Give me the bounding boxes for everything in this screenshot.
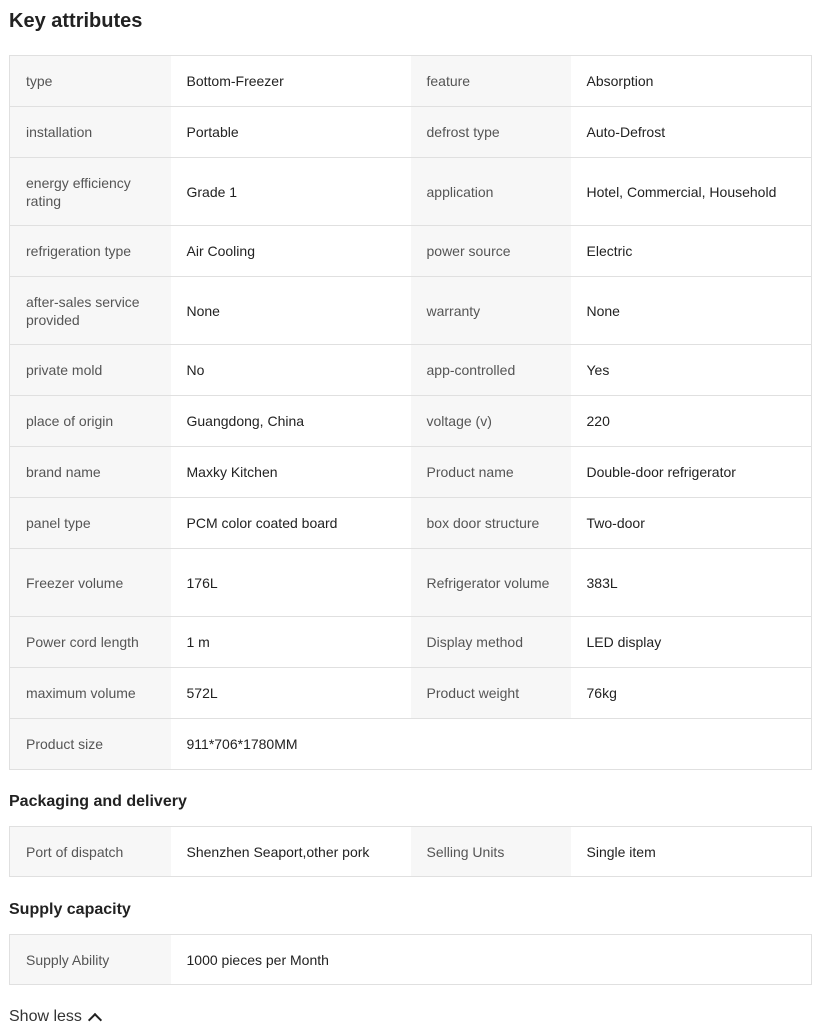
- attribute-value: Shenzhen Seaport,other pork: [171, 827, 411, 877]
- attribute-row: [10, 158, 812, 226]
- packaging-table: [9, 826, 812, 877]
- attribute-value: Yes: [571, 345, 812, 396]
- attribute-label: defrost type: [411, 107, 571, 158]
- attribute-value: 76kg: [571, 668, 812, 719]
- attribute-value: LED display: [571, 617, 812, 668]
- attribute-label: Product weight: [411, 668, 571, 719]
- attribute-value: Maxky Kitchen: [171, 447, 411, 498]
- attribute-row: [10, 107, 812, 158]
- attribute-value: PCM color coated board: [171, 498, 411, 549]
- attribute-label: app-controlled: [411, 345, 571, 396]
- attribute-label: panel type: [10, 498, 171, 549]
- attribute-value: 1 m: [171, 617, 411, 668]
- attribute-label: maximum volume: [10, 668, 171, 719]
- attribute-value: Grade 1: [171, 158, 411, 226]
- attribute-label: Port of dispatch: [10, 827, 171, 877]
- attribute-label: Supply Ability: [10, 935, 171, 985]
- attribute-value: 383L: [571, 549, 812, 617]
- attribute-label: installation: [10, 107, 171, 158]
- attribute-label: Product size: [10, 719, 171, 770]
- section-title-key-attributes: Key attributes: [9, 10, 143, 32]
- attribute-row: [10, 345, 812, 396]
- attribute-row: [10, 617, 812, 668]
- attribute-label: application: [411, 158, 571, 226]
- show-less-label: Show less: [9, 1008, 82, 1025]
- attribute-value: Absorption: [571, 56, 812, 107]
- section-title-supply: Supply capacity: [9, 901, 131, 918]
- attribute-row: [10, 447, 812, 498]
- attribute-row: [10, 277, 812, 345]
- attribute-value: Air Cooling: [171, 226, 411, 277]
- attribute-value: 572L: [171, 668, 411, 719]
- attribute-value: No: [171, 345, 411, 396]
- attribute-row: [10, 935, 812, 985]
- attribute-label: brand name: [10, 447, 171, 498]
- attribute-label: voltage (v): [411, 396, 571, 447]
- attribute-label: Freezer volume: [10, 549, 171, 617]
- attribute-label: Refrigerator volume: [411, 549, 571, 617]
- attribute-label: Display method: [411, 617, 571, 668]
- attribute-label: private mold: [10, 345, 171, 396]
- attribute-row: [10, 226, 812, 277]
- attribute-value: Two-door: [571, 498, 812, 549]
- attribute-value: None: [571, 277, 812, 345]
- attribute-label: place of origin: [10, 396, 171, 447]
- attribute-label: after-sales service provided: [10, 277, 171, 345]
- section-title-packaging: Packaging and delivery: [9, 793, 187, 810]
- attribute-value: Auto-Defrost: [571, 107, 812, 158]
- attribute-value: None: [171, 277, 411, 345]
- attribute-value: Single item: [571, 827, 812, 877]
- attribute-value: 176L: [171, 549, 411, 617]
- attribute-label: energy efficiency rating: [10, 158, 171, 226]
- attribute-value: Portable: [171, 107, 411, 158]
- supply-table: [9, 934, 812, 985]
- attribute-row: [10, 396, 812, 447]
- attribute-row: [10, 719, 812, 770]
- empty-cell: [411, 935, 812, 985]
- chevron-up-icon: [88, 1013, 102, 1027]
- attribute-label: power source: [411, 226, 571, 277]
- key-attributes-table: [9, 55, 812, 770]
- attribute-label: box door structure: [411, 498, 571, 549]
- empty-cell: [411, 719, 812, 770]
- attribute-label: type: [10, 56, 171, 107]
- attribute-value: 911*706*1780MM: [171, 719, 411, 770]
- attribute-row: [10, 56, 812, 107]
- attribute-label: warranty: [411, 277, 571, 345]
- attribute-value: Double-door refrigerator: [571, 447, 812, 498]
- attribute-value: Bottom-Freezer: [171, 56, 411, 107]
- attribute-row: [10, 827, 812, 877]
- attribute-value: Guangdong, China: [171, 396, 411, 447]
- attribute-row: [10, 549, 812, 617]
- attribute-label: refrigeration type: [10, 226, 171, 277]
- attribute-label: Selling Units: [411, 827, 571, 877]
- attribute-value: Electric: [571, 226, 812, 277]
- attribute-value: 1000 pieces per Month: [171, 935, 411, 985]
- attribute-label: Product name: [411, 447, 571, 498]
- attribute-value: 220: [571, 396, 812, 447]
- attribute-row: [10, 498, 812, 549]
- attribute-value: Hotel, Commercial, Household: [571, 158, 812, 226]
- attribute-row: [10, 668, 812, 719]
- attribute-label: Power cord length: [10, 617, 171, 668]
- show-less-button[interactable]: [9, 1007, 100, 1027]
- attribute-label: feature: [411, 56, 571, 107]
